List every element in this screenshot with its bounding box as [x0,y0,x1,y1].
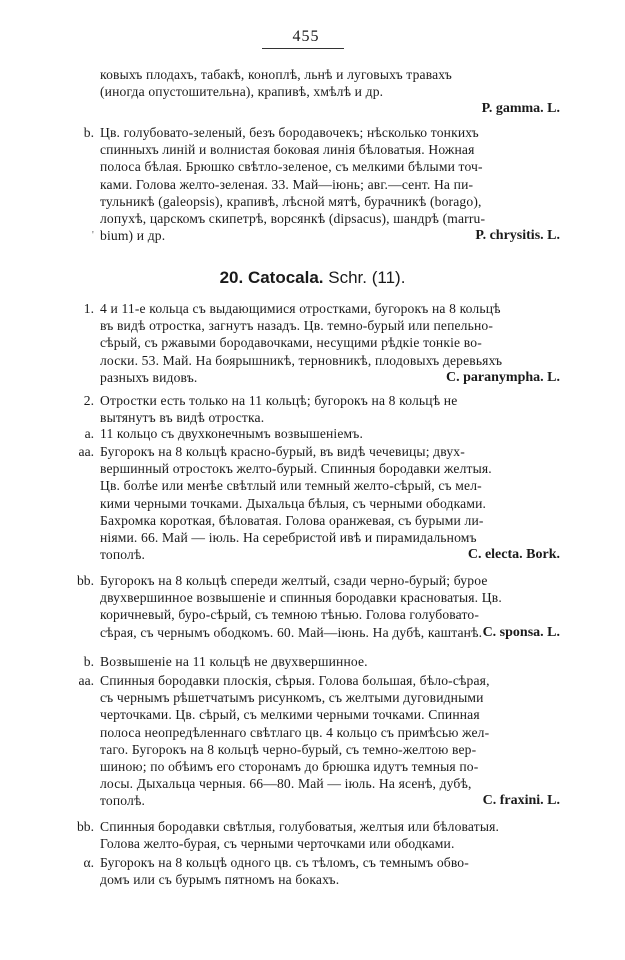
entry-line: разныхъ видовъ. [100,369,198,385]
entry-line: съ чернымъ рѣшетчатымъ рисункомъ, съ желтыми дуговидными [100,690,484,706]
entry-line: сѣрая, съ чернымъ ободкомъ. 60. Май—іюнь. На дубѣ, каштанѣ. [100,624,483,640]
entry-line: ніями. 66. Май — іюль. На серебристой ивѣ и пирамидальномъ [100,530,477,545]
species-binomial: C. sponsa. [482,624,544,640]
section-number: 20. [219,268,244,287]
entry-line: черточками. Цв. сѣрый, съ мелкими черными точками. Спинная [100,707,480,723]
entry-line: Возвышеніе на 11 кольцѣ не двухвершинное. [100,654,368,669]
entry-marker: bb. [77,573,94,588]
entry-marker: 1. [83,301,94,316]
species-name [483,624,560,641]
entry-line: таго. Бугорокъ на 8 кольцѣ черно-бурый, съ темно-желтою вер- [100,741,477,757]
entry-line: Спинныя бородавки плоскія, сѣрыя. Голова большая, бѣло-сѣрая, [100,673,490,688]
entry-line: двухвершинное возвышеніе и спинныя бородавки красноватыя. Цв. [100,590,502,606]
species-name [482,100,560,117]
entry-line: 4 и 11-е кольца съ выдающимися отростками, бугорокъ на 8 кольцѣ [100,301,501,316]
entry-line: полоса неопредѣленнаго свѣтлаго цв. 4 кольцо съ примѣсью жел- [100,724,490,740]
entry-line: ками. Голова желто-зеленая. 33. Май—іюнь; авг.—сент. На пи- [100,176,474,192]
section-heading [0,268,625,288]
entry-marker: b. [83,654,94,669]
entry-line: Бугорокъ на 8 кольцѣ красно-бурый, въ видѣ чечевицы; двух- [100,444,465,459]
entry-line: въ видѣ отростка, загнутъ назадъ. Цв. темно-бурый или пепельно- [100,318,494,334]
species-binomial: C. paranympha. [446,369,544,385]
species-name [468,546,560,563]
species-name [446,369,560,386]
entry-line: Цв. болѣе или менѣе свѣтлый или темный желто-сѣрый, съ мел- [100,478,482,494]
entry-line: сѣрый, съ ржавыми бородавочками, несущими рѣдкіе тонкіе во- [100,335,482,351]
entry-line: коричневый, буро-сѣрый, съ темною тѣнью. Голова голубовато- [100,607,480,623]
entry-marker: b. [83,125,94,140]
entry-line: тульникѣ (galeopsis), крапивѣ, лѣсной мятѣ, бурачникѣ (borago), [100,193,482,209]
species-author: L. [543,624,560,640]
entry-line: ковыхъ плодахъ, табакѣ, коноплѣ, льнѣ и луговыхъ травахъ [100,67,452,82]
entry-line: полоса бѣлая. Брюшко свѣтло-зеленое, съ мелкими бѣлыми точ- [100,159,483,175]
species-binomial: C. fraxini. [482,793,544,809]
species-author: L. [543,793,560,809]
entry-line: вытянутъ въ видѣ отростка. [100,410,265,426]
header-rule [262,48,344,49]
species-binomial: C. electa. [467,547,523,563]
species-name [475,227,560,244]
entry-line: вершинный отростокъ желто-бурый. Спинныя бородавки желтыя. [100,461,492,477]
entry-line: Бугорокъ на 8 кольцѣ одного цв. съ тѣломъ, съ темнымъ обво- [100,855,469,870]
species-binomial: P. gamma. [481,101,544,117]
species-author: Bork. [522,547,560,563]
entry-line: Бахромка короткая, бѣловатая. Голова оранжевая, съ бурыми ли- [100,512,484,528]
entry-line: лосы. Дыхальца черныя. 66—80. Май — іюль. На ясенѣ, дубѣ, [100,776,472,792]
page-number: 455 [292,28,320,45]
section-authority: Schr. (11). [328,268,406,287]
entry-line: тополѣ. [100,547,146,563]
entry-line: (иногда опустошительна), крапивѣ, хмѣлѣ и др. [100,84,384,100]
entry-line: лоски. 53. Май. На боярышникѣ, терновникѣ, плодовыхъ деревьяхъ [100,352,503,368]
entry-line: Цв. голубовато-зеленый, безъ бородавочекъ; нѣсколько тонкихъ [100,125,479,140]
entry-line: bium) и др. [100,228,166,244]
species-name [483,792,560,809]
entry-line: Спинныя бородавки свѣтлыя, голубоватыя, желтыя или бѣловатыя. [100,819,500,834]
section-genus: Catocala. [247,268,324,287]
species-binomial: P. chrysitis. [475,228,544,244]
entry-marker: α. [83,855,94,870]
species-author: L. [543,228,560,244]
species-author: L. [543,369,560,385]
entry-marker: aa. [78,673,94,688]
entry-marker: 2. [83,393,94,408]
entry-line: кими черными точками. Дыхальца бѣлыя, съ черными ободками. [100,495,487,511]
entry-marker: a. [84,426,94,441]
entry-line: Бугорокъ на 8 кольцѣ спереди желтый, сзади черно-бурый; бурое [100,573,488,588]
entry-line: тополѣ. [100,793,146,809]
entry-line: Отростки есть только на 11 кольцѣ; бугорокъ на 8 кольцѣ не [100,393,458,408]
margin-tick-mark: ' [92,230,94,241]
entry-line: 11 кольцо съ двухконечнымъ возвышеніемъ. [100,426,364,441]
entry-line: спинныхъ линій и волнистая боковая линія бѣловатыя. Ножная [100,142,475,158]
entry-line: домъ или съ бурымъ пятномъ на бокахъ. [100,872,340,888]
entry-line: Голова желто-бурая, съ черными черточками или ободками. [100,836,455,852]
entry-line: лопухѣ, царскомъ скипетрѣ, ворсянкѣ (dipsacus), шандрѣ (marru- [100,211,486,226]
entry-marker: bb. [77,819,94,834]
entry-line: шиною; по обѣимъ его сторонамъ до брюшка идутъ темныя по- [100,759,479,774]
species-author: L. [543,101,560,117]
entry-marker: aa. [78,444,94,459]
